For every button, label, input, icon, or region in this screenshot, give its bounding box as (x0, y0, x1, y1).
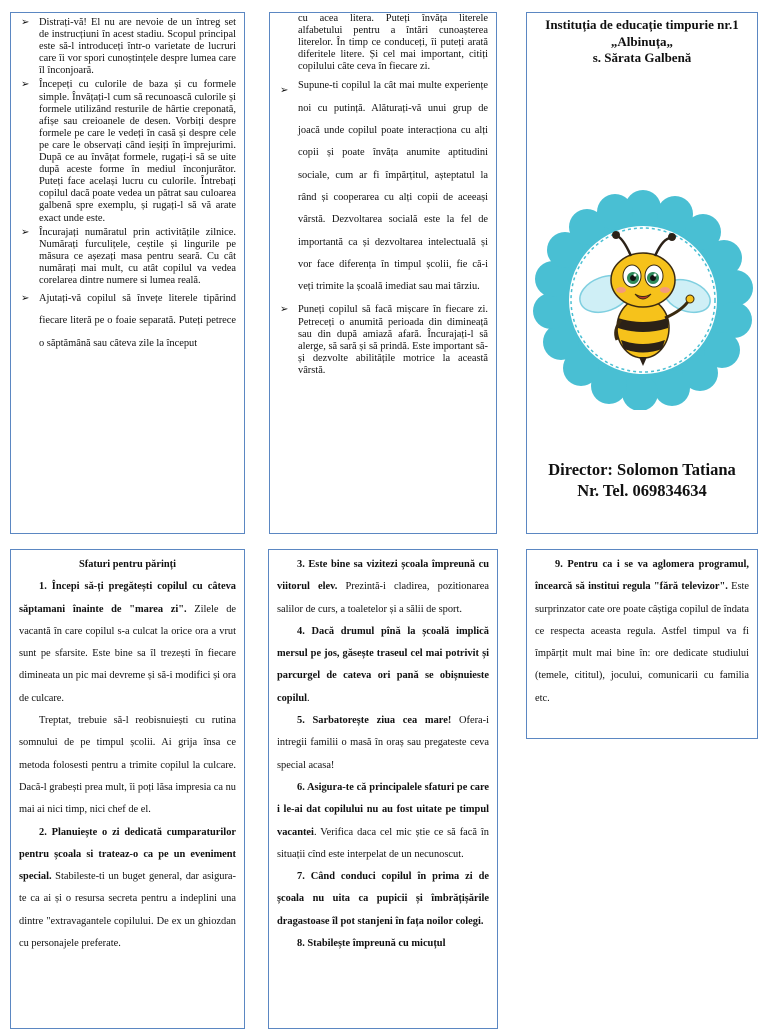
tip-paragraph: 1. Începi să-ți pregătești copilul cu câteva săptamani înainte de "marea zi". Zilele de vacantă în care copilul s-a culcat la orice ora a vrut sunt pe sfarsite. Este bine sa îl trezești în fiecare dimineata un pic mai devreme și să-i modifici și ora de culcare. (19, 581, 236, 704)
tip-paragraph: 5. Sarbatorește ziua cea mare! Ofera-i intregii familii o masă în oraș sau pregateste ceva special acasa! (277, 715, 489, 771)
phone-number: Nr. Tel. 069834634 (577, 481, 707, 500)
list-item: ➢ Încurajați număratul prin activitățile zilnice. Numărați furculițele, ceștile și lingurile pe măsura ce așezați masa pentru seară. Cu cât numărați mai mult, cu atât copilul va vedea corelarea dintre numere si lumea reală. (21, 226, 236, 286)
continuation-text: cu acea litera. Puteți învăța literele alfabetului pentru a întări cunoașterea literelor. În timp ce conduceți, îi puteți arată diferitele litere. Și cel mai important, citiți copilului câte ceva în fiecare zi. (298, 13, 488, 73)
director-name: Director: Solomon Tatiana (548, 460, 736, 479)
tip-paragraph: 3. Este bine sa vizitezi școala împreună cu viitorul elev. Prezintă-i cladirea, pozitionarea salilor de curs, a toaletelor și a sălii de sport. (277, 559, 489, 615)
list-item: ➢ Puneți copilul să facă mișcare în fiecare zi. Petreceți o anumită perioada din dimineață sau din după amiază afară. Încurajați-l să alerge, să sară și să prindă. Este important să-și dezvolte abilitățile motrice la această vârstă. (280, 304, 488, 376)
list-item: ➢ Ajutați-vă copilul să învețe literele tipărind fiecare literă pe o foaie separată. Puteți petrece o săptămână sau câteva zile la început (19, 288, 236, 355)
contact-info (527, 459, 757, 501)
tip-paragraph: 9. Pentru ca i se va aglomera programul, încearcă să institui regula "fără televizor". Este surprinzator cate ore poate câștiga copilul de îndata ce respecta aceasta regula. Astfel timpul va fi împărțit mult mai bine în: ore dedicate studiului (temele, cititul), jocului, comunicarii cu familia etc. (535, 559, 749, 704)
bee-mascot-icon (533, 190, 753, 410)
panel-advice-3 (526, 549, 758, 739)
section-title: Sfaturi pentru părinți (79, 559, 176, 570)
arrowhead-bullet-icon: ➢ (21, 17, 30, 28)
panel-advice-2 (268, 549, 498, 1029)
tips-list (19, 17, 236, 355)
arrowhead-bullet-icon: ➢ (280, 85, 289, 97)
arrowhead-bullet-icon: ➢ (21, 226, 30, 238)
tip-paragraph: 7. Când conduci copilul în prima zi de școala nu uita ca pupicii și îmbrățișările dragastoase îl pot stanjeni în fața noilor colegi. (277, 871, 489, 927)
tip-paragraph: Treptat, trebuie să-l reobisnuiești cu rutina somnului de pe timpul școlii. Ai grija însa ce metoda folosesti pentru a trimite copilul la culcare. Dacă-l grabești prea mult, îi poți lăsa impresia ca nu mai ai nici timp, nici chef de el. (19, 715, 236, 816)
list-item: ➢ Începeți cu culorile de baza și cu formele simple. Învățați-l cum să recunoască culorile și formele utilizând resturile de hârtie creponată, afișe sau creioanele de desen. Vorbiți despre formele pe care le vedeți în casă și despre cele pe care le observați când ieșiți în împrejurimi. După ce au învățat formele, rugați-i să se uite după aceste forme în mediul înconjurător. Puteți face același lucru cu culorile. Întrebați copilul dacă poate vedea un pătrat sau culoarea galbenă spre exemplu, și rugați-l să vă arate exact unde este. (21, 79, 236, 224)
tip-paragraph: 2. Planuiește o zi dedicată cumparaturilor pentru școala si trateaz-o ca pe un eveniment special. Stabileste-ti un buget general, dar asigura-te ca ai și o resursa secreta pentru a indeplini una dintre "extravagantele copilului. De ex un ghiozdan cu personajele preferate. (19, 826, 236, 950)
panel-cover (526, 12, 758, 534)
tip-paragraph: 4. Dacă drumul pînă la școală implică mersul pe jos, găsește traseul cel mai potrivit și parcurgel de cateva ori pană se obișnuieste copilul. (277, 625, 489, 704)
institution-name: Instituția de educație timpurie nr.1 „Albinuța„ s. Sărata Galbenă (545, 17, 739, 65)
tip-paragraph: 8. Stabilește împreună cu micuțul (297, 938, 446, 950)
panel-tips-preschool-1 (10, 12, 245, 534)
arrowhead-bullet-icon: ➢ (21, 293, 30, 305)
tip-paragraph: 6. Asigura-te că principalele sfaturi pe care i le-ai dat copilului nu au fost uitate pe timpul vacantei. Verifica daca cel mic știe ce să facă în situații cînd este interpelat de un necunoscut. (277, 781, 489, 860)
arrowhead-bullet-icon: ➢ (21, 79, 30, 91)
panel-advice-1 (10, 549, 245, 1029)
panel-tips-preschool-2 (269, 12, 497, 534)
arrowhead-bullet-icon: ➢ (280, 304, 289, 316)
list-item: ➢ Distrați-vă! El nu are nevoie de un întreg set de instrucțiuni în acest stadiu. Scopul principal este să-l introduceți într-o varietate de lucruri care îi vor spori cunoștințele despre lumea care îl înconjoară. (21, 17, 236, 77)
tips-list (278, 75, 488, 377)
list-item: ➢ Supune-ti copilul la cât mai multe experiențe noi cu putință. Alăturați-vă unui grup de joacă unde copilul poate interacționa cu alți copii și poate învăța anumite aptitudini sociale, cum ar fi împărțitul, așteptatul la rând și cooperarea cu alți copii de aceeași vârstă. Dezvoltarea socială este la fel de importantă ca și dezvoltarea intelectuală și vor face diferența în timpul școlii, fie că-i veți trimite la școală imediat sau mai târziu. (280, 80, 488, 293)
